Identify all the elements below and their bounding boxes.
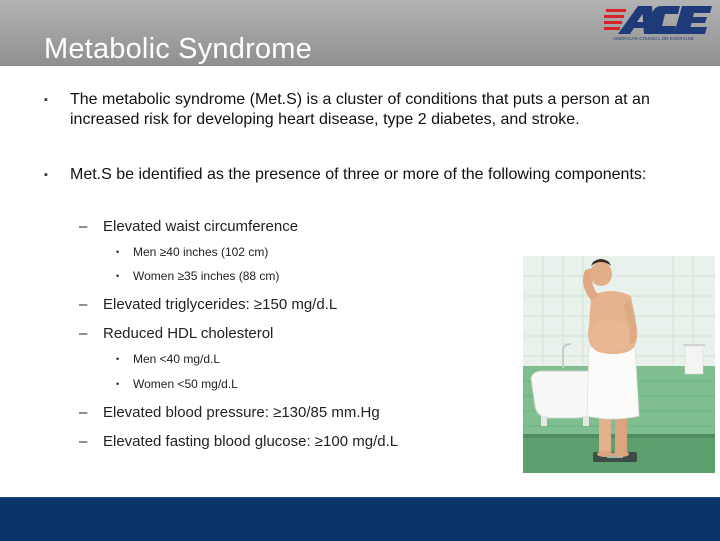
component-text: Elevated triglycerides: ≥150 mg/d.L (103, 296, 338, 313)
component-text: Elevated waist circumference (103, 218, 299, 235)
criterion-men-hdl (116, 352, 220, 366)
photo-man-on-scale (523, 256, 715, 473)
criterion-men-waist (116, 245, 268, 259)
bullet-text: Met.S be identified as the presence of three or more of the following components: (70, 166, 647, 183)
slide-title: Metabolic Syndrome (44, 33, 312, 65)
component-fasting-glucose (79, 433, 398, 450)
logo-tagline: AMERICAN COUNCIL ON EXERCISE (613, 36, 694, 41)
component-text: Reduced HDL cholesterol (103, 325, 274, 342)
component-waist (79, 218, 298, 235)
dot-bullet-icon: • (116, 247, 120, 257)
criterion-women-hdl (116, 377, 238, 391)
criterion-text: Women ≥35 inches (88 cm) (133, 269, 280, 283)
square-bullet-icon: ▪ (44, 169, 48, 181)
slide-footer-bar (0, 497, 720, 541)
component-triglycerides (79, 296, 337, 313)
dash-bullet-icon: – (79, 404, 88, 421)
dash-bullet-icon: – (79, 218, 88, 235)
criterion-text: Men <40 mg/d.L (133, 352, 221, 366)
component-hdl (79, 325, 273, 342)
component-text: Elevated fasting blood glucose: ≥100 mg/d.L (103, 433, 399, 450)
component-blood-pressure (79, 404, 380, 421)
criterion-women-waist (116, 269, 279, 283)
dash-bullet-icon: – (79, 325, 88, 342)
criterion-text: Women <50 mg/d.L (133, 377, 238, 391)
dash-bullet-icon: – (79, 433, 88, 450)
criterion-text: Men ≥40 inches (102 cm) (133, 245, 269, 259)
square-bullet-icon: ▪ (44, 94, 48, 106)
dot-bullet-icon: • (116, 379, 120, 389)
component-text: Elevated blood pressure: ≥130/85 mm.Hg (103, 404, 380, 421)
dash-bullet-icon: – (79, 296, 88, 313)
dot-bullet-icon: • (116, 271, 120, 281)
bullet-text: The metabolic syndrome (Met.S) is a cluster of conditions that puts a person at an increased risk for developing heart disease, type 2 diabetes, and stroke. (70, 91, 650, 128)
dot-bullet-icon: • (116, 354, 120, 364)
